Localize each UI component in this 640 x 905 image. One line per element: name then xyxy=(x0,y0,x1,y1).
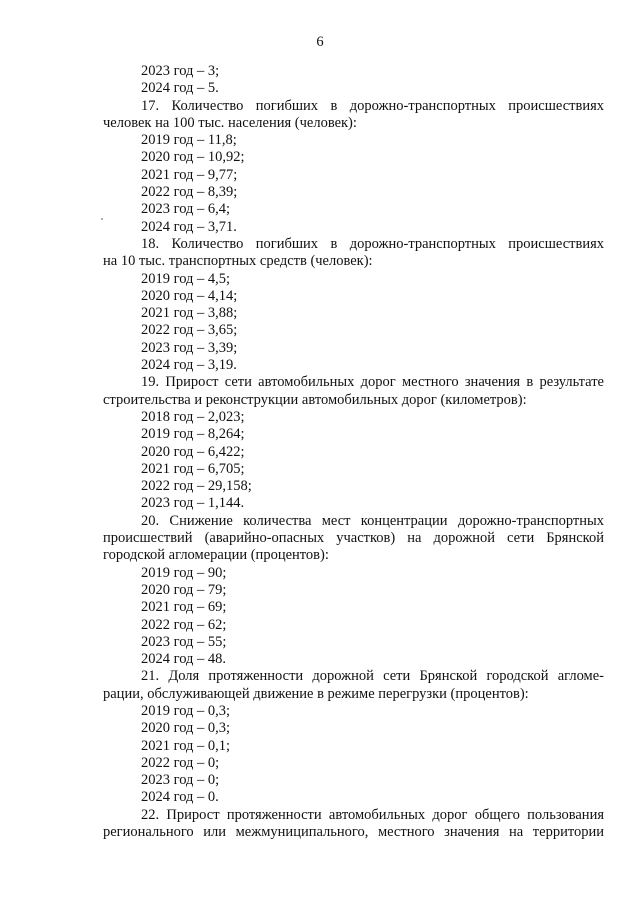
text-line: 2024 год – 0. xyxy=(141,789,219,806)
text-line: 2024 год – 5. xyxy=(141,80,219,97)
text-line: 19. Прирост сети автомобильных дорог местного значения в результате xyxy=(141,374,604,391)
text-line: регионального или межмуниципального, местного значения на территории xyxy=(103,824,604,841)
text-line: 2021 год – 9,77; xyxy=(141,166,238,183)
text-line: 2018 год – 2,023; xyxy=(141,408,245,425)
text-line: 2020 год – 4,14; xyxy=(141,287,238,304)
text-line: 2020 год – 0,3; xyxy=(141,720,231,737)
text-line: 2024 год – 3,71. xyxy=(141,218,237,235)
text-line: происшествий (аварийно-опасных участков) на дорожной сети Брянской xyxy=(103,530,604,547)
text-line: 2021 год – 69; xyxy=(141,599,227,616)
text-line: 2023 год – 0; xyxy=(141,772,220,789)
text-line: рации, обслуживающей движение в режиме перегрузки (процентов): xyxy=(103,685,529,702)
text-line: 2023 год – 3,39; xyxy=(141,339,238,356)
text-line: 2021 год – 0,1; xyxy=(141,737,231,754)
text-line: 2021 год – 6,705; xyxy=(141,460,245,477)
text-line: 2022 год – 29,158; xyxy=(141,478,252,495)
text-line: 2022 год – 8,39; xyxy=(141,184,238,201)
text-line: 20. Снижение количества мест концентрации дорожно-транспортных xyxy=(141,512,604,529)
text-line: 21. Доля протяженности дорожной сети Брянской городской агломе- xyxy=(141,668,604,685)
text-line: 2022 год – 3,65; xyxy=(141,322,238,339)
page-number: 6 xyxy=(316,34,324,50)
text-line: на 10 тыс. транспортных средств (человек): xyxy=(103,253,373,270)
text-line: 2019 год – 11,8; xyxy=(141,132,237,149)
text-line: 2020 год – 10,92; xyxy=(141,149,245,166)
text-line: 2023 год – 6,4; xyxy=(141,201,231,218)
document-body xyxy=(103,63,604,841)
text-line: 2019 год – 0,3; xyxy=(141,702,231,719)
text-line: 22. Прирост протяженности автомобильных дорог общего пользования xyxy=(141,806,604,823)
text-line: 2019 год – 4,5; xyxy=(141,270,231,287)
text-line: 2019 год – 90; xyxy=(141,564,227,581)
text-line: 2022 год – 0; xyxy=(141,754,220,771)
text-line: 2022 год – 62; xyxy=(141,616,227,633)
text-line: 2024 год – 48. xyxy=(141,651,227,668)
text-line: 2023 год – 3; xyxy=(141,63,220,79)
text-line: 2020 год – 6,422; xyxy=(141,443,245,460)
text-line: 2023 год – 1,144. xyxy=(141,495,245,512)
text-line: строительства и реконструкции автомобильных дорог (километров): xyxy=(103,391,527,408)
text-line: 18. Количество погибших в дорожно-транспортных происшествиях xyxy=(141,235,604,252)
text-line: 2024 год – 3,19. xyxy=(141,357,237,374)
text-line: 2023 год – 55; xyxy=(141,633,227,650)
text-line: 17. Количество погибших в дорожно-транспортных происшествиях xyxy=(141,97,604,114)
text-line: 2020 год – 79; xyxy=(141,581,227,598)
text-line: человек на 100 тыс. населения (человек): xyxy=(103,114,357,131)
text-line: 2019 год – 8,264; xyxy=(141,426,245,443)
text-line: городской агломерации (процентов): xyxy=(103,547,329,564)
text-line: 2021 год – 3,88; xyxy=(141,305,238,322)
